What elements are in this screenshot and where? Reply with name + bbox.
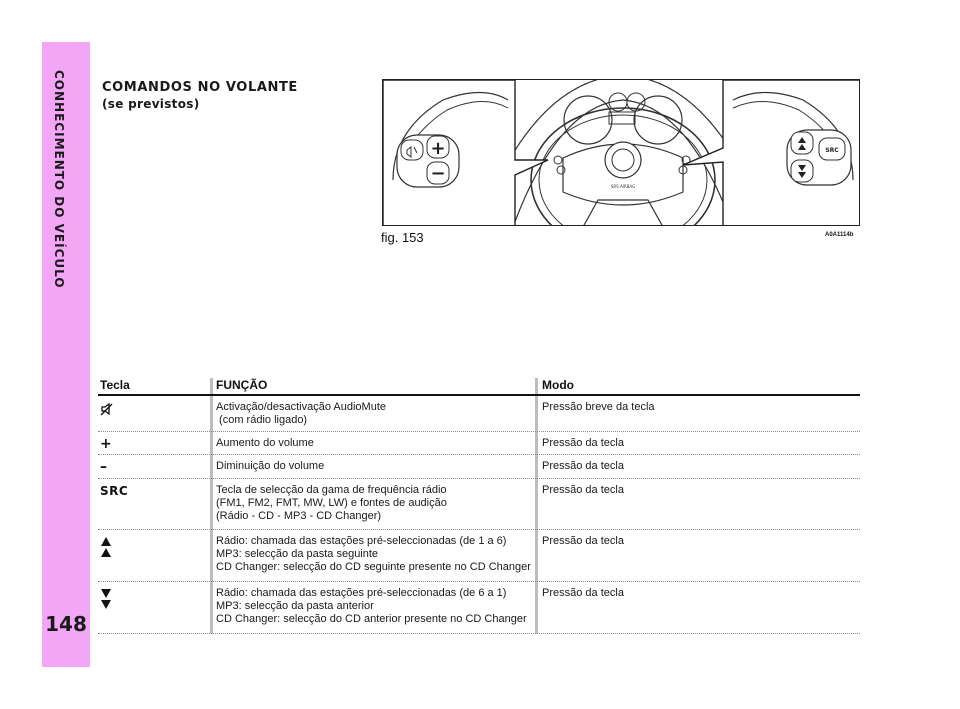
key-label: – [100, 459, 107, 475]
function-line: Rádio: chamada das estações pré-seleccionadas (de 1 a 6) [216, 535, 507, 547]
section-heading [102, 80, 298, 111]
airbag-label: SRS AIRBAG [610, 184, 636, 189]
function-cell [216, 401, 386, 427]
table-row [98, 396, 860, 432]
double-down-arrow-icon [100, 588, 112, 610]
function-line: CD Changer: selecção do CD seguinte presente no CD Changer [216, 561, 531, 573]
function-line: MP3: selecção da pasta anterior [216, 600, 374, 612]
function-line: (FM1, FM2, FMT, MW, LW) e fontes de audição [216, 497, 447, 509]
steering-wheel-illustration [382, 79, 860, 226]
table-row [98, 530, 860, 582]
key-label: + [100, 436, 112, 452]
mode-cell: Pressão breve da tecla [542, 401, 655, 413]
src-label: SRC [825, 147, 839, 154]
function-cell [216, 437, 314, 450]
table-row [98, 455, 860, 479]
function-cell [216, 484, 447, 523]
figure-caption: fig. 153 [381, 230, 424, 245]
function-line: Tecla de selecção da gama de frequência rádio [216, 484, 447, 496]
minus-label: − [430, 163, 446, 184]
section-sidebar [42, 42, 90, 667]
section-title-text: CONHECIMENTO DO VEÍCULO [52, 70, 66, 289]
page-number: 148 [45, 612, 87, 636]
heading-subtitle: (se previstos) [102, 97, 200, 111]
header-function: FUNÇÃO [216, 378, 268, 392]
table-row [98, 479, 860, 530]
mode-cell: Pressão da tecla [542, 484, 624, 496]
header-key: Tecla [100, 378, 130, 392]
header-mode: Modo [542, 378, 574, 392]
function-line: (com rádio ligado) [216, 414, 308, 426]
mode-cell: Pressão da tecla [542, 535, 624, 547]
mode-cell: Pressão da tecla [542, 437, 624, 449]
function-cell [216, 535, 531, 574]
controls-table [98, 378, 860, 634]
heading-title: COMANDOS NO VOLANTE [102, 80, 298, 95]
function-line: Aumento do volume [216, 437, 314, 449]
plus-label: + [430, 138, 446, 159]
double-up-arrow-icon [100, 536, 112, 558]
function-line: Activação/desactivação AudioMute [216, 401, 386, 413]
table-row [98, 582, 860, 634]
function-line: Rádio: chamada das estações pré-seleccionadas (de 6 a 1) [216, 587, 507, 599]
key-label: SRC [100, 484, 129, 498]
function-line: Diminuição do volume [216, 460, 325, 472]
mute-speaker-icon [100, 402, 114, 416]
steering-wheel-drawing [383, 80, 860, 226]
function-cell [216, 587, 527, 626]
function-cell [216, 460, 324, 473]
figure-code: A0A1114b [825, 232, 854, 238]
function-line: (Rádio - CD - MP3 - CD Changer) [216, 510, 382, 522]
table-row [98, 432, 860, 455]
function-line: MP3: selecção da pasta seguinte [216, 548, 379, 560]
mode-cell: Pressão da tecla [542, 460, 624, 472]
function-line: CD Changer: selecção do CD anterior presente no CD Changer [216, 613, 527, 625]
mode-cell: Pressão da tecla [542, 587, 624, 599]
